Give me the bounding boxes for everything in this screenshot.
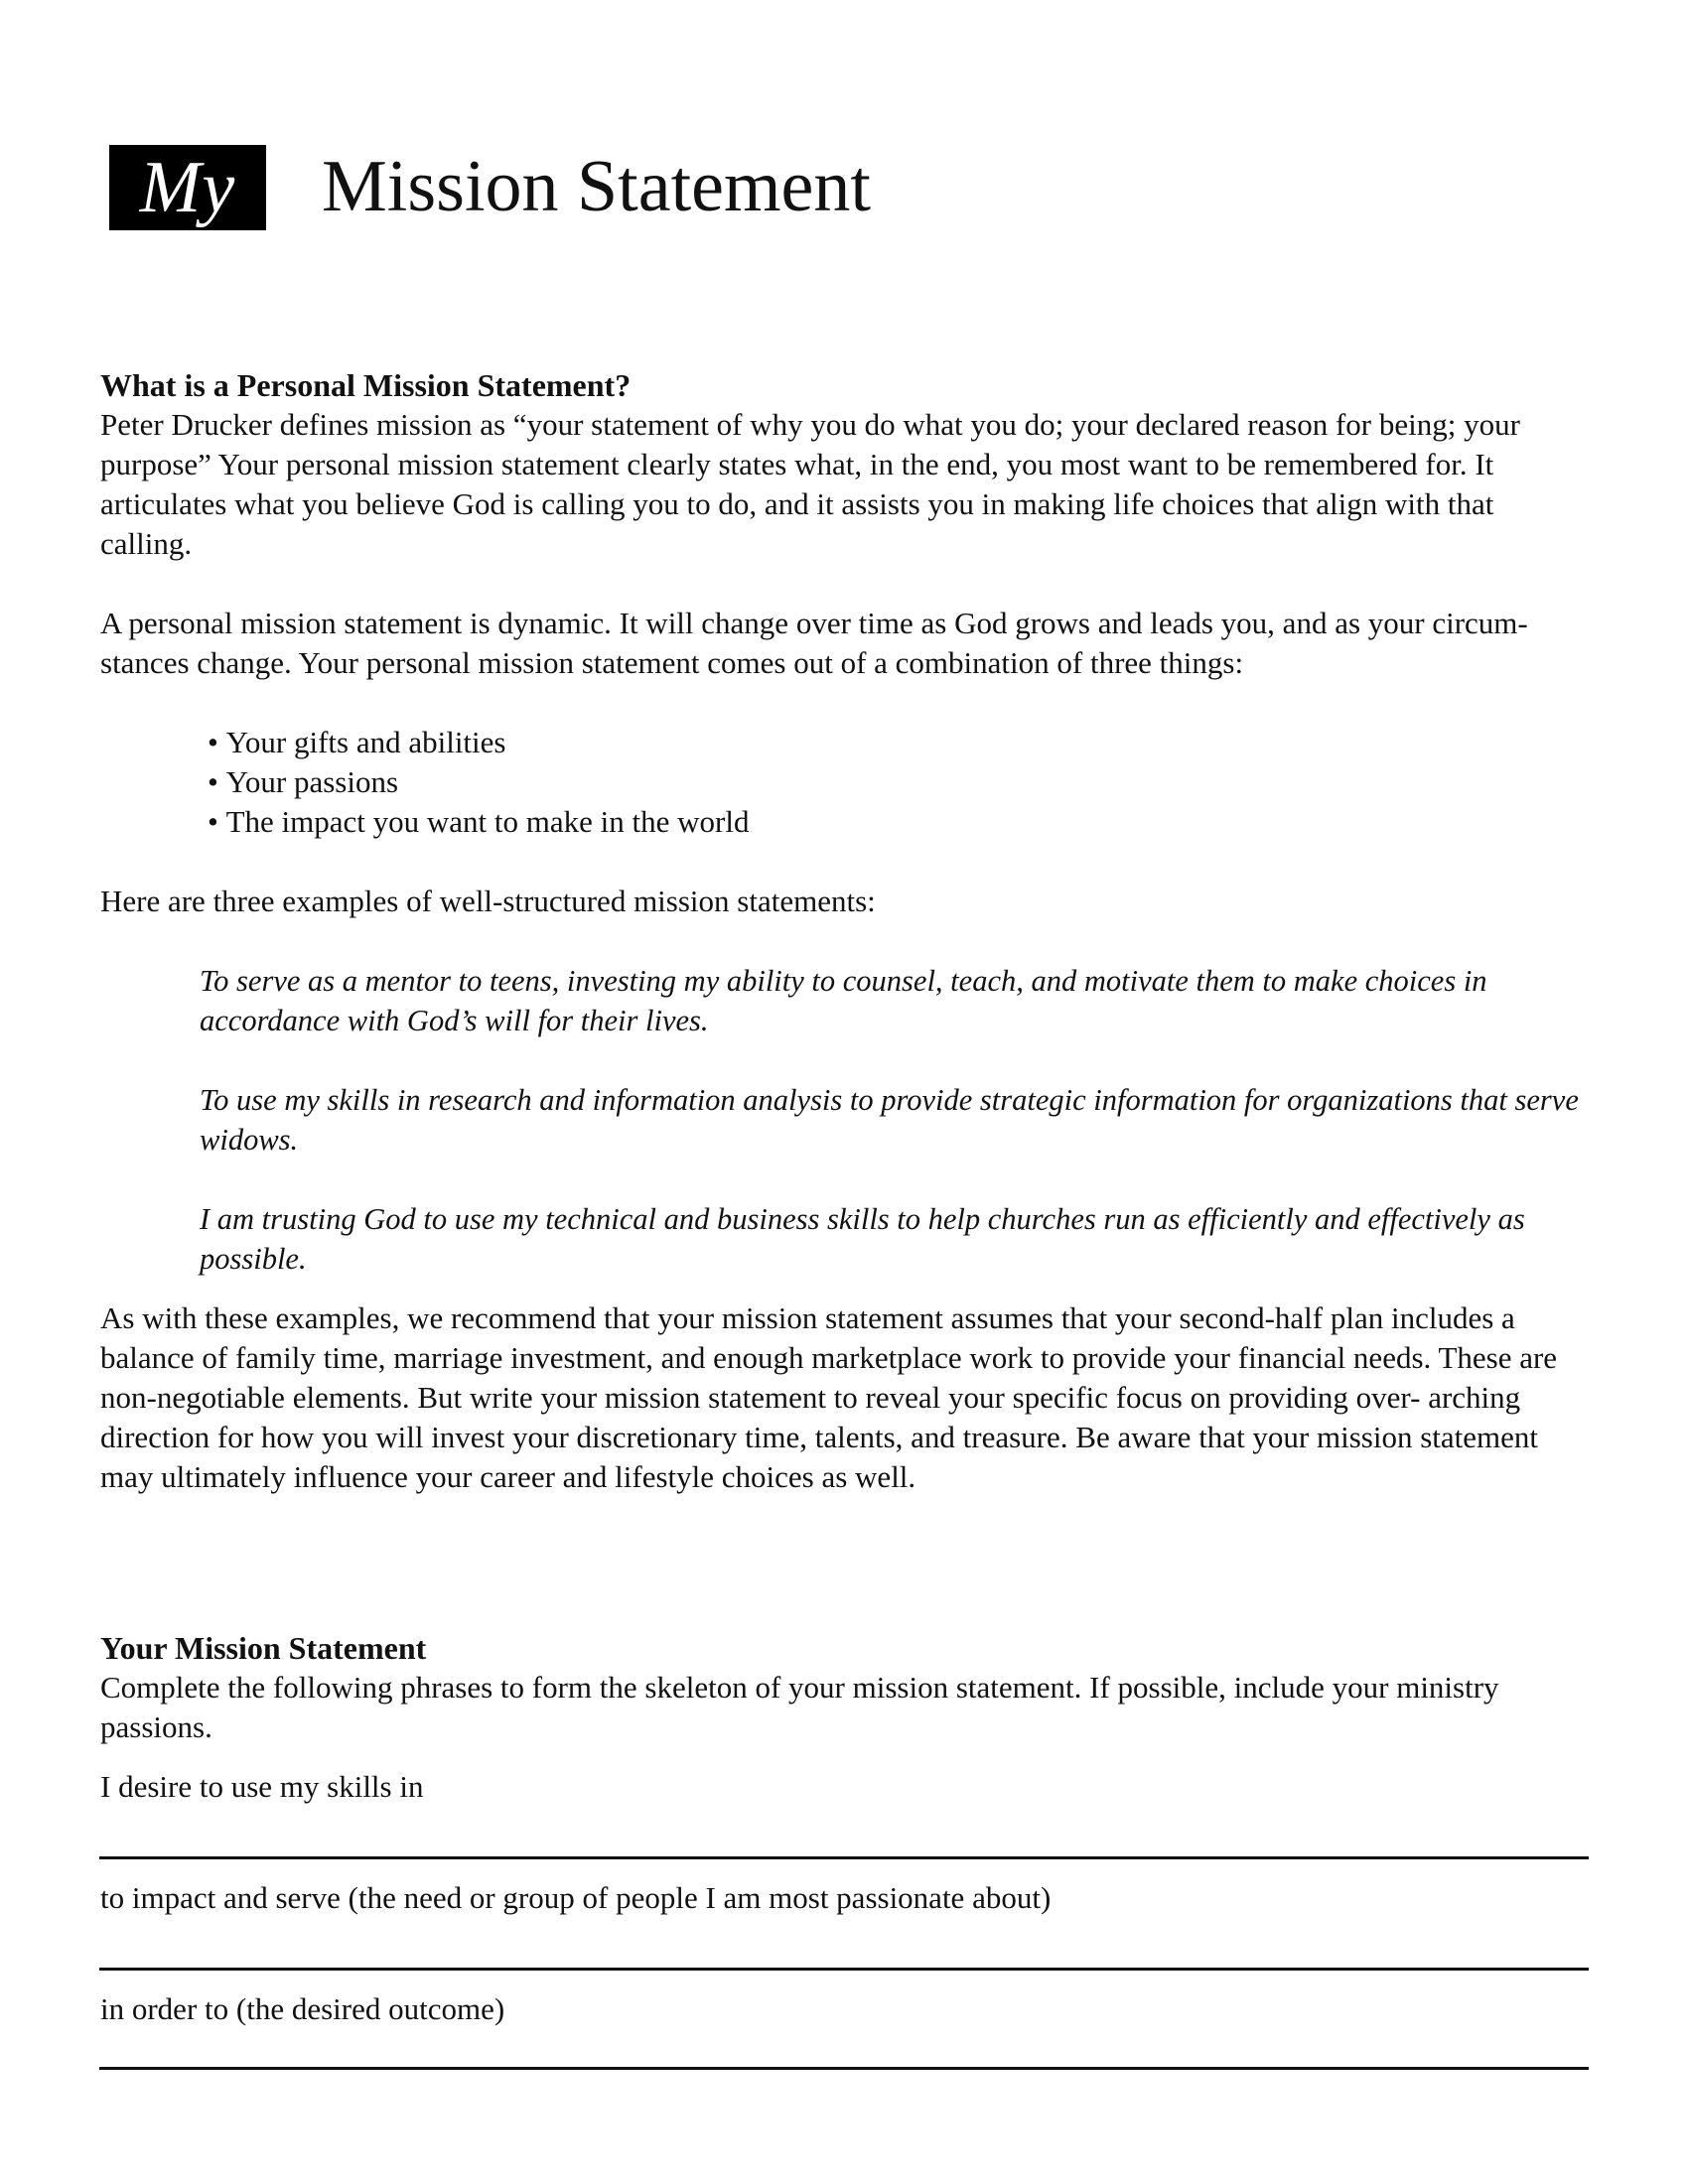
example-statement-3: I am trusting God to use my technical and business skills to help churches run as efficiently and effectively as possible. [200,1202,1525,1276]
answer-line-outcome[interactable] [99,2067,1589,2070]
intro-paragraph-1: Peter Drucker defines mission as “your statement of why you do what you do; your declared reason for being; your purpose” Your personal mission statement clearly states what, in the end, you most want to be remembered for. It articulates what you believe God is calling you to do, and it assists you in making life choices that align with that calling. [100,407,1520,561]
list-item: • Your passions [208,762,1590,802]
prompt-skills: I desire to use my skills in [100,1769,424,1804]
intro-paragraph-3: As with these examples, we recommend that your mission statement assumes that your second-half plan includes a balance of family time, marriage investment, and enough marketplace work to provide your financial needs. These are non-negotiable elements. But write your mission statement to reveal your specific focus on providing over- arching direction for how you will invest your discretionary time, talents, and treasure. Be aware that your mission statement may ultimately influence your career and lifestyle choices as well. [100,1300,1558,1494]
three-things-list [100,723,1590,842]
intro-heading: What is a Personal Mission Statement? [100,367,632,403]
example-statement-1: To serve as a mentor to teens, investing my ability to counsel, teach, and motivate them to make choices in accordance with God’s will for their lives. [200,964,1487,1037]
answer-line-skills[interactable] [99,1856,1589,1859]
answer-line-impact[interactable] [99,1968,1589,1971]
prompt-outcome: in order to (the desired outcome) [100,1991,505,2026]
worksheet-section [100,1628,1590,1747]
example-statement-2: To use my skills in research and information analysis to provide strategic information for organizations that serve widows. [200,1083,1579,1157]
worksheet-instructions: Complete the following phrases to form the skeleton of your mission statement. If possible, include your ministry passions. [100,1670,1499,1744]
list-item: • The impact you want to make in the world [208,802,1590,842]
worksheet-heading: Your Mission Statement [100,1630,427,1666]
list-item: • Your gifts and abilities [208,723,1590,762]
header [109,145,266,230]
my-logo: My [109,145,266,230]
page-title: Mission Statement [322,146,871,227]
examples-intro: Here are three examples of well-structured mission statements: [100,884,876,918]
prompt-impact: to impact and serve (the need or group of people I am most passionate about) [100,1880,1052,1915]
intro-section [100,365,1590,1497]
intro-paragraph-2: A personal mission statement is dynamic. It will change over time as God grows and leads you, and as your circum- stances change. Your personal mission statement comes out of a combination of three things: [100,606,1528,680]
